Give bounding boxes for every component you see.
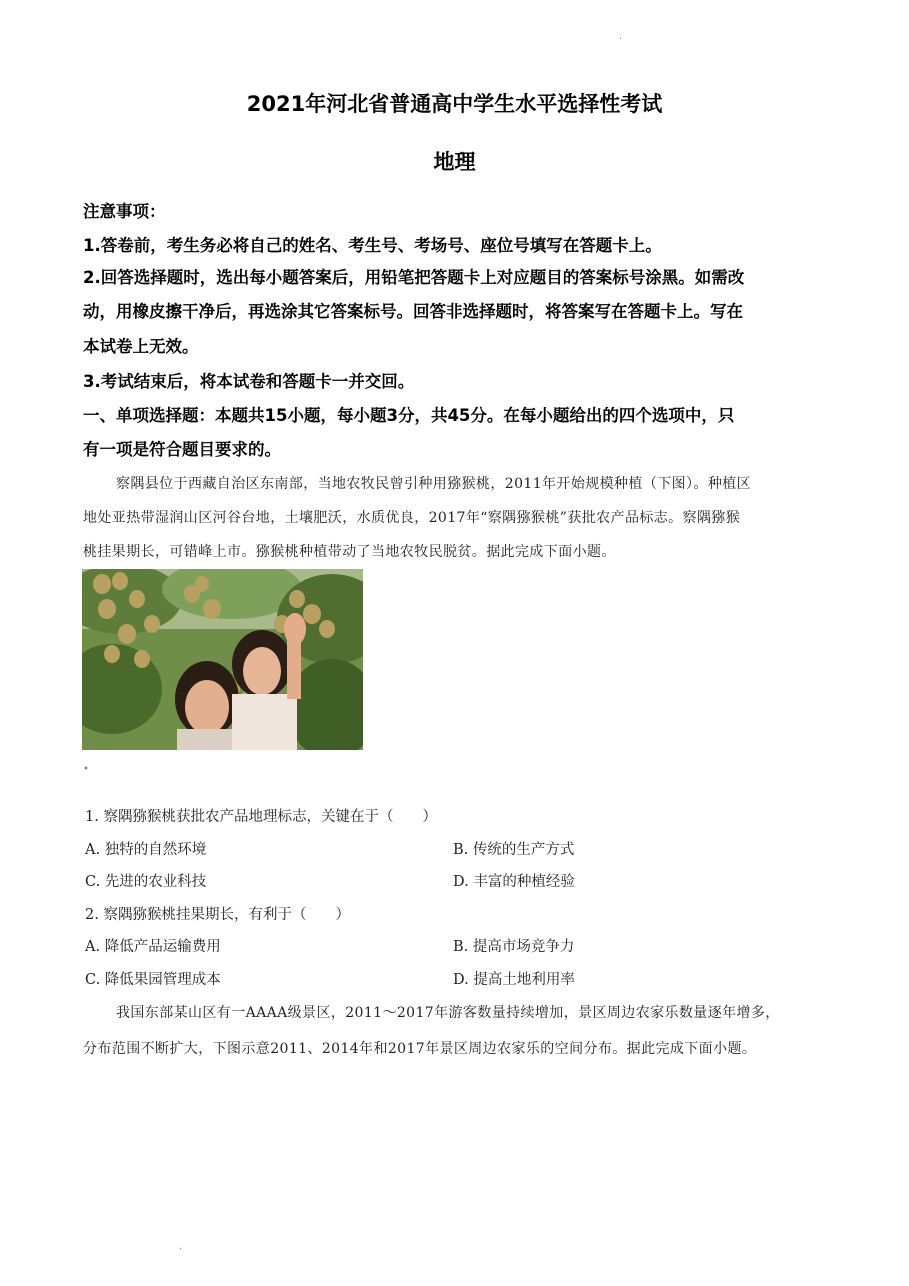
page-dot-top: ·	[619, 34, 623, 45]
notice-item-2-line-2: 动，用橡皮擦干净后，再选涂其它答案标号。回答非选择题时，将答案写在答题卡上。写在	[83, 302, 743, 321]
section-heading-line-1: 一、单项选择题：本题共15小题，每小题3分，共45分。在每小题给出的四个选项中，只	[83, 406, 735, 425]
q1-stem: 1. 察隅猕猴桃获批农产品地理标志，关键在于（ ）	[85, 809, 437, 825]
q2-stem: 2. 察隅猕猴桃挂果期长，有利于（ ）	[85, 907, 350, 923]
notice-heading: 注意事项：	[83, 202, 166, 221]
q2-option-b: B. 提高市场竞争力	[453, 939, 575, 955]
q1-option-c: C. 先进的农业科技	[85, 874, 207, 890]
section-heading-line-2: 有一项是符合题目要求的。	[83, 440, 281, 459]
page-dot-bottom: ·	[179, 1244, 183, 1255]
subject-title: 地理	[433, 150, 476, 174]
notice-item-1: 1.答卷前，考生务必将自己的姓名、考生号、考场号、座位号填写在答题卡上。	[83, 236, 662, 255]
passage1-line-3: 桃挂果期长，可错峰上市。猕猴桃种植带动了当地农牧民脱贫。据此完成下面小题。	[83, 544, 616, 560]
kiwi-harvest-photo	[82, 569, 363, 750]
q2-option-c: C. 降低果园管理成本	[85, 972, 221, 988]
notice-item-2-line-1: 2.回答选择题时，选出每小题答案后，用铅笔把答题卡上对应题目的答案标号涂黑。如需改	[83, 268, 745, 287]
paragraph-mark: •	[83, 764, 89, 775]
notice-item-2-line-3: 本试卷上无效。	[83, 337, 199, 356]
exam-title: 2021年河北省普通高中学生水平选择性考试	[246, 92, 663, 116]
q1-option-d: D. 丰富的种植经验	[453, 874, 575, 890]
passage1-line-2: 地处亚热带湿润山区河谷台地，土壤肥沃，水质优良，2017年“察隅猕猴桃”获批农产品标志。察隅猕猴	[83, 510, 741, 526]
passage2-line-2: 分布范围不断扩大，下图示意2011、2014年和2017年景区周边农家乐的空间分布。据此完成下面小题。	[83, 1041, 757, 1057]
q2-option-d: D. 提高土地利用率	[453, 972, 575, 988]
passage1-line-1: 察隅县位于西藏自治区东南部，当地农牧民曾引种用猕猴桃，2011年开始规模种植（下图）。种植区	[116, 476, 752, 492]
q2-option-a: A. 降低产品运输费用	[85, 939, 221, 955]
q1-option-a: A. 独特的自然环境	[85, 842, 207, 858]
passage2-line-1: 我国东部某山区有一AAAA级景区，2011～2017年游客数量持续增加，景区周边农家乐数量逐年增多，	[116, 1005, 780, 1021]
q1-option-b: B. 传统的生产方式	[453, 842, 575, 858]
notice-item-3: 3.考试结束后，将本试卷和答题卡一并交回。	[83, 372, 415, 391]
